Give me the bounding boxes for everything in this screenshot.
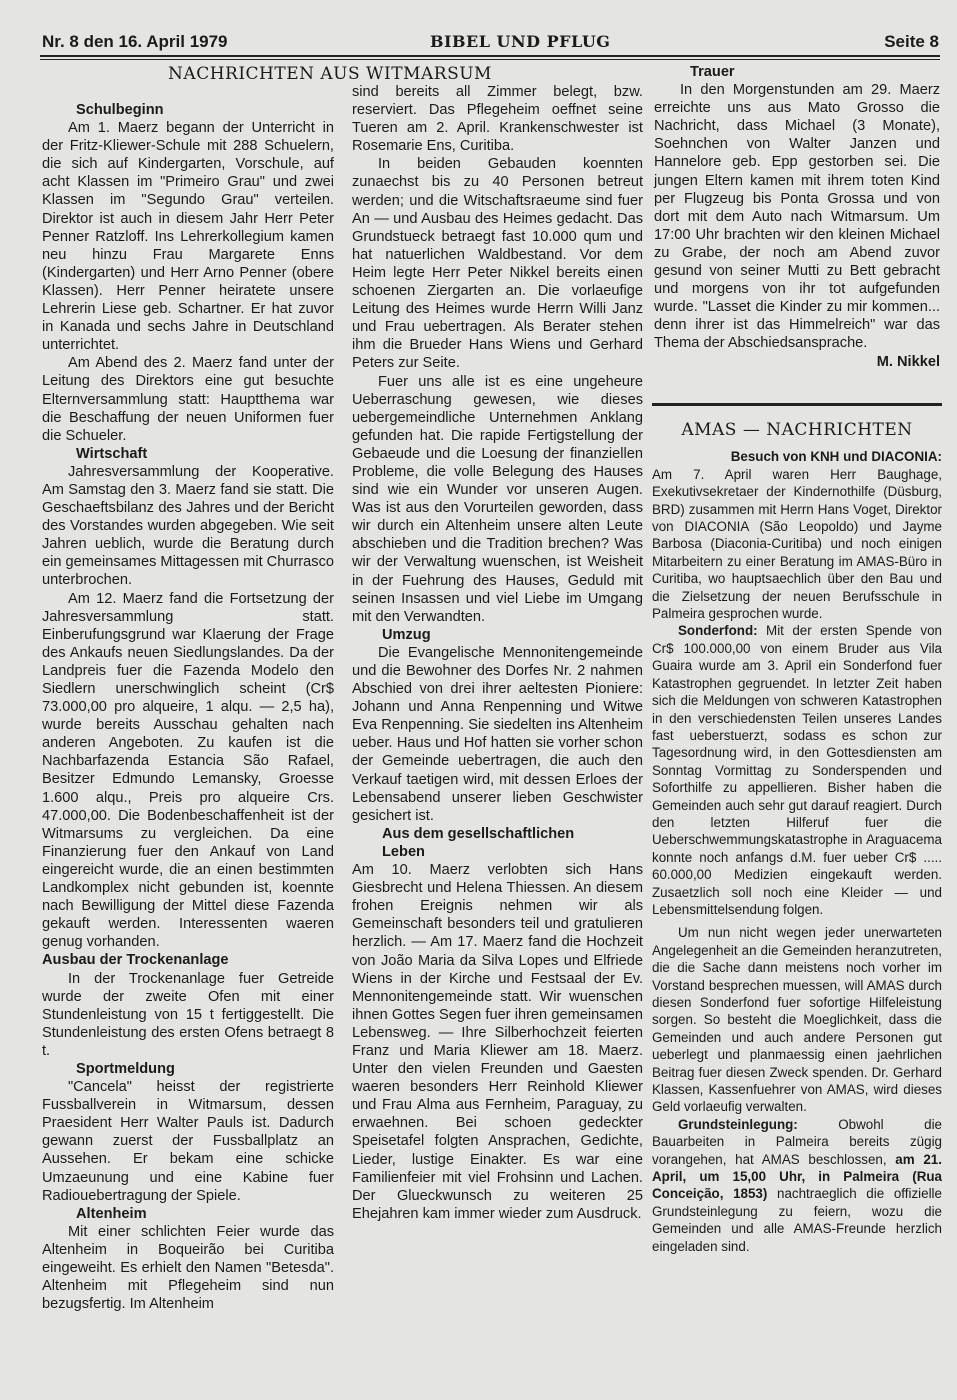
page-header — [40, 28, 939, 58]
heading-altenheim: Altenheim — [76, 1205, 147, 1222]
paragraph-text: nachtraeglich die offizielle Grundsteinlegung zu feiern, wozu die Gemeinden und alle AMAS-Freunde herzlich eingeladen sind. — [652, 1186, 942, 1254]
subheading-grundstein: Grundsteinlegung: — [678, 1116, 798, 1132]
paragraph: Am 1. Maerz begann der Unterricht in der Fritz-Kliewer-Schule mit 288 Schuelern, die sich auf Kindergarten, Vorschule, auf acht Klassen im "Primeiro Grau" und zwei Klassen im "Segundo Grau" verteilen. Direktor ist auch in diesem Jahr Herr Peter Penner Ratzloff. Ins Lehrerkollegium kamen neu hinzu Frau Margarete Enns (Kindergarten) und Herr Arno Penner (obere Klassen). Herr Penner heiratete unsere Lehrerin Liese geb. Schartner. Er hat zuvor in Kanada und sechs Jahre in Deutschland unterrichtet. — [42, 120, 334, 354]
paragraph: "Cancela" heisst der registrierte Fussballverein in Witmarsum, dessen Praesident Herr Walter Pauls ist. Dadurch gewann zuerst der Fussballplatz an Aussehen. Er bekam eine schicke Umzaeunung und eine Kabine fuer Radiouebertragung der Spiele. — [42, 1079, 334, 1204]
column-2 — [352, 83, 643, 1223]
paragraph: Die Evangelische Mennonitengemeinde und die Bewohner des Dorfes Nr. 2 nahmen Abschied von drei ihrer aeltesten Pioniere: Johann und Anna Renpenning und Witwe Eva Renpenning. Sie siedelten ins Altenheim ueber. Haus und Hof hatten sie vorher schon der Gemeinde uebertragen, die auch den Verkauf taetigen wird, mit dessen Erloes der Lebensabend unserer lieben Geschwister gesichert ist. — [352, 644, 643, 824]
column-3 — [654, 63, 940, 371]
paragraph: In beiden Gebauden koennten zunaechst bis zu 40 Personen betreut werden; und die Witschaftsraeume sind fuer An — und Ausbau des Heimes gedacht. Das Grundstueck betraegt fast 10.000 qum und hat natuerlichen Waldbestand. Vor dem Heim legte Herr Peter Nikkel bereits einen schoenen Ziergarten an. Die vorlaeufige Leitung des Heimes wurde Herrn Willi Janz und Frau uebertragen. Als Berater stehen ihm die Brueder Hans Wiens und Gerhard Peters zur Seite. — [352, 156, 643, 372]
paragraph — [652, 448, 942, 622]
heading-sportmeldung: Sportmeldung — [76, 1060, 175, 1077]
paragraph: In der Trockenanlage fuer Getreide wurde der zweite Ofen mit einer Stundenleistung von 15 t fertiggestellt. Die Stundenleistung des ersten Ofens betraegt 8 t. — [42, 970, 334, 1059]
heading-gesellschaft: Aus dem gesellschaftlichen Leben — [382, 825, 575, 860]
paragraph — [652, 1116, 942, 1255]
header-rule — [40, 55, 940, 57]
subheading-besuch: Besuch von KNH und DIACONIA: — [730, 449, 942, 465]
paragraph — [652, 622, 942, 918]
heading-umzug: Umzug — [382, 626, 431, 643]
paragraph-text: Mit der ersten Spende von Cr$ 100.000,00 von einem Bruder aus Vila Guaira wurde am 3. April ein Sonderfond fuer Katastrophen gegruendet. In letzter Zeit haben sich die Meldungen von schweren Katastrophen in den verschiedensten Teilen unseres Landes fast ueberstuerzt, sodass es schon zur Tagesordnung wird, in den Gottesdiensten am Sonntag Vormittag zu Sonderspenden und Soforthilfe zu appellieren. Bisher haben die Gemeinden auch sehr gut darauf reagiert. Durch den letzten Hilferuf fuer die Ueberschwemmungskatastrophe in Araguacema konnte noch anfangs d.M. fuer ueber Cr$ ..... 60.000,00 Medizien eingekauft werden. Zusaetzlich soll noch eine Kleider — und Lebensmittelsendung folgen. — [652, 623, 942, 917]
heading-schulbeginn: Schulbeginn — [76, 102, 164, 118]
paragraph: Am 10. Maerz verlobten sich Hans Giesbrecht und Helena Thiessen. An diesem frohen Ereignis nehmen wir als Gemeinschaft besonders teil und gratulieren herzlich. — Am 17. Maerz fand die Hochzeit von João Maria da Silva Lopes und Elfriede Wiens in der Kirche und Festsaal der Ev. Mennonitengemeinde statt. Wir wuenschen ihnen Gottes Segen fuer ihren gemeinsamen Lebensweg. — Ihre Silberhochzeit feierten Franz und Maria Kliewer am 18. Maerz. Unter den vielen Freunden und Gaesten waeren besonders Herr Reinhold Kliewer und Frau Alma aus Fernheim, Paraguay, zu erwaehnen. Bei schoen gedeckter Speisetafel folgten Ansprachen, Gedichte, Lieder, lustige Einakter. Es war eine Familienfeier mit viel Frohsinn und Lachen. Der Glueckwunsch zu weiteren 25 Ehejahren kam immer wieder zum Ausdruck. — [352, 862, 643, 1222]
heading-trockenanlage: Ausbau der Trockenanlage — [42, 952, 229, 969]
heading-wirtschaft: Wirtschaft — [76, 445, 148, 462]
event-details: am 21. April, um 15,00 Uhr, in Palmeira (Rua Conceição, 1853) — [652, 1151, 942, 1202]
paragraph-text: Am 7. April waren Herr Baughage, Exekutivsekretaer der Kindernothilfe (Düsburg, BRD) zusammen mit Herrn Hans Voget, Direktor von DIACONIA (São Leopoldo) und Jayme Barbosa (Diaconia-Curitiba) und noch einigen Mitarbeitern zu einer Beratung im AMAS-Büro in Curitiba, wo hauptsaechlich über den Bau und die Zielsetzung der neuen Berufsschule in Palmeira gesprochen wurde. — [652, 466, 942, 622]
header-rule-thin — [40, 59, 940, 60]
amas-title: AMAS — NACHRICHTEN — [681, 420, 913, 440]
paragraph: Fuer uns alle ist es eine ungeheure Ueberraschung gewesen, wie dieses uebergemeindliche Unternehmen Anklang gefunden hat. Die rapide Fertigstellung der Gebaeude und die Loesung der finanziellen Probleme, die volle Belegung des Hauses sind wie ein Wunder vor unseren Augen. Was ist aus den Vorurteilen geworden, dass wir durch ein Altenheim unsere alten Leute abschieben und die Tradition brechen? Was wir der Verwaltung wuenschen, ist Weisheit in der Fuehrung des Hauses, Geduld mit seinen Insassen und viel Liebe im Umgang mit den Verwandten. — [352, 373, 643, 625]
paragraph: Mit einer schlichten Feier wurde das Altenheim in Boqueirão bei Curitiba eingeweiht. Es erhielt den Namen "Betesda". Altenheim mit Pflegeheim sind nun bezugsfertig. Im Altenheim — [42, 1223, 334, 1313]
paragraph: Am 12. Maerz fand die Fortsetzung der Jahresversammlung statt. Einberufungsgrund war Klaerung der Frage des Ankaufs neuen Siedlungslandes. Da der Landpreis fuer die Fazenda Modelo den Siedlern unerschwinglich scheint (Cr$ 73.000,00 pro alqueire, 1 alqu. — 2,5 ha), wurde bereits Ausschau gehalten nach anderen Angeboten. Zu kaufen ist die Nachbarfazenda Estancia São Rafael, Besitzer Edmundo Lemansky, Groesse 1.600 alqu., Preis pro alqueire Crs. 47.000,00. Die Bodenbeschaffenheit ist der Witmarsums zu vergleichen. Da eine Finanzierung fuer den Ankauf von Land eingereicht wurde, die an einen bestimmten Landkomplex nicht gebunden ist, koennte nach Bewilligung der Mittel diese Fazenda gekauft werden. Interessenten waeren genug vorhanden. — [42, 590, 334, 951]
section-divider — [652, 403, 942, 406]
paragraph-text: Obwohl die Bauarbeiten in Palmeira bereits zügig vorangehen, hat AMAS beschlossen, — [652, 1116, 942, 1167]
amas-section — [652, 422, 942, 1255]
paragraph: In den Morgenstunden am 29. Maerz erreichte uns aus Mato Grosso die Nachricht, dass Michael (3 Monate), Soehnchen von Walter Janzen und Hannelore geb. Epp gestorben sei. Die jungen Eltern kamen mit ihrem toten Kind per Flugzeug bis Ponta Grossa und von dort mit dem Auto nach Witmarsum. Um 17:00 Uhr brachten wir den kleinen Michael zu Grabe, der noch am Abend zuvor gesund von seiner Mutti zu Bett gebracht und morgens von ihr tot aufgefunden wurde. "Lasset die Kinder zu mir kommen... denn ihrer ist das Himmelreich" war das Thema der Abschiedsansprache. — [654, 82, 940, 352]
paragraph: Jahresversammlung der Kooperative. Am Samstag den 3. Maerz fand sie statt. Die Geschaeftsbilanz des Jahres und der Bericht des Vorstandes wurden abgegeben. Wie seit Jahren ueblich, wurde die Beratung durch ein gemeinsames Mittagessen mit Churrasco unterbrochen. — [42, 463, 334, 589]
column-1 — [42, 101, 334, 1313]
issue-date: Nr. 8 den 16. April 1979 — [42, 32, 228, 51]
section-title: NACHRICHTEN AUS WITMARSUM — [168, 64, 492, 84]
page-number: Seite 8 — [884, 32, 939, 51]
paragraph: Am Abend des 2. Maerz fand unter der Leitung des Direktors eine gut besuchte Elternversammlung statt: Hauptthema war die Beschaffung der neuen Uniformen fuer die Schueler. — [42, 355, 334, 444]
subheading-sonderfond: Sonderfond: — [678, 623, 758, 639]
heading-trauer: Trauer — [690, 64, 735, 80]
paragraph: sind bereits all Zimmer belegt, bzw. reserviert. Das Pflegeheim oeffnet seine Tueren am 2. April. Krankenschwester ist Rosemarie Ens, Curitiba. — [352, 84, 643, 155]
newspaper-name: BIBEL UND PFLUG — [430, 32, 611, 51]
author-signature: M. Nikkel — [876, 353, 940, 370]
paragraph: Um nun nicht wegen jeder unerwarteten Angelegenheit an die Gemeinden heranzutreten, die die Sache dann meistens noch vorher im Vorstand besprechen muessen, will AMAS durch diesen Sonderfond fuer sofortige Hilfeleistung sorgen. So besteht die Moeglichkeit, dass die Gemeinden und auch andere Personen gut ueberlegt und planmaessig einen jaehrlichen Beitrag fuer diesen Zweck spenden. Dr. Gerhard Klassen, Kassenfuehrer von AMAS, wird dieses Geld vorlaeufig verwalten. — [652, 925, 942, 1115]
